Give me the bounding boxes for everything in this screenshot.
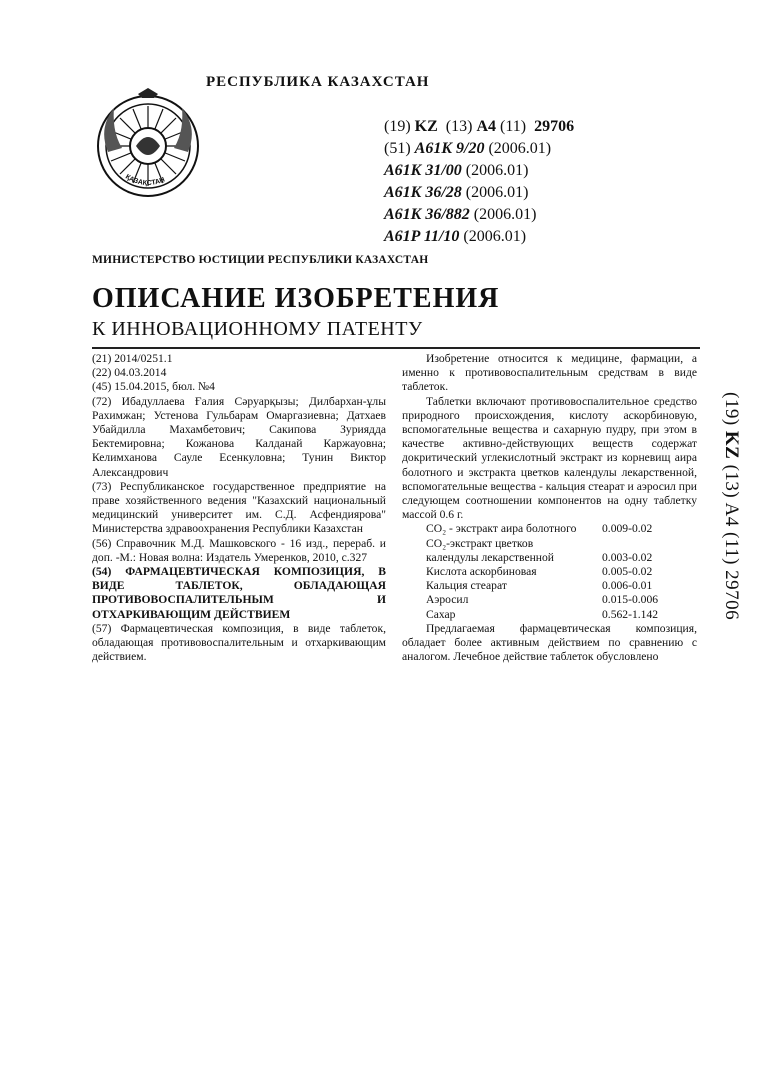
state-emblem-icon <box>92 88 204 200</box>
left-column <box>92 352 386 664</box>
code-line-ipc1: (51) A61K 9/20 (2006.01) <box>384 140 552 157</box>
document-subtitle: К ИННОВАЦИОННОМУ ПАТЕНТУ <box>92 318 423 340</box>
code-line-ipc3: A61K 36/28 (2006.01) <box>384 184 529 201</box>
svg-text:ҚАЗАҚСТАН: ҚАЗАҚСТАН <box>123 173 166 187</box>
code-line-ipc4: A61K 36/882 (2006.01) <box>384 206 537 223</box>
table-row: Сахар 0.562-1.142 <box>426 607 659 621</box>
field-54-invention-title: (54) ФАРМАЦЕВТИЧЕСКАЯ КОМПОЗИЦИЯ, В ВИДЕ ТАБЛЕТОК, ОБЛАДАЮЩАЯ ПРОТИВОВОСПАЛИТЕЛЬНЫМ И ОТХАРКИВАЮЩИМ ДЕЙСТВИЕМ <box>92 565 386 621</box>
table-row: CO₂-экстракт цветков <box>426 536 534 550</box>
field-45: (45) 15.04.2015, бюл. №4 <box>92 380 215 394</box>
patent-number: 29706 <box>534 118 575 135</box>
description-paragraph-3: Предлагаемая фармацевтическая композиция, обладает более активным действием по сравнению с аналогом. Лечебное действие таблеток обусловлено <box>402 621 697 664</box>
field-22: (22) 04.03.2014 <box>92 366 167 380</box>
field-57-abstract: (57) Фармацевтическая композиция, в виде таблеток, обладающая противовоспалительным и отхаркивающим действием. <box>92 621 386 664</box>
right-column <box>402 352 697 664</box>
table-row: Аэросил 0.015-0.006 <box>426 593 659 607</box>
description-paragraph-1: Изобретение относится к медицине, фармации, а именно к противовоспалительным средствам в виде таблеток. <box>402 352 697 394</box>
description-paragraph-2: Таблетки включают противовоспалительное средство природного происхождения, кислоту аскорбиновую, вспомогательные вещества и сахарную пудру, при этом в качестве активно-действующих веществ содержат докритический углекислотный экстракт из корневищ аира болотного и экстракта цветков календулы лекарственной, вспомогательные вещества - кальция стеарат и аэросил при следующем соотношении компонентов на одну таблетку массой 0.6 г. <box>402 394 697 522</box>
code-line-ipc5: A61P 11/10 (2006.01) <box>384 228 527 245</box>
field-56-references: (56) Справочник М.Д. Машковского - 16 изд., перераб. и доп. -М.: Новая волна: Издатель Умеренков, 2010, с.327 <box>92 536 386 564</box>
side-patent-code: (19) KZ (13) A4 (11) 29706 <box>721 392 742 621</box>
table-row: календулы лекарственной 0.003-0.02 <box>426 550 653 564</box>
table-row: CO₂ - экстракт аира болотного 0.009-0.02 <box>426 522 653 536</box>
republic-heading: РЕСПУБЛИКА КАЗАХСТАН <box>206 74 430 90</box>
table-row: Кальция стеарат 0.006-0.01 <box>426 579 653 593</box>
code-line-1: (19) KZ (13) A4 (11) 29706 <box>384 118 575 135</box>
document-title: ОПИСАНИЕ ИЗОБРЕТЕНИЯ <box>92 283 500 314</box>
field-21: (21) 2014/0251.1 <box>92 352 173 365</box>
header-divider <box>92 347 700 349</box>
code-line-ipc2: A61K 31/00 (2006.01) <box>384 162 529 179</box>
field-72-inventors: (72) Ибадуллаева Ғалия Сәруарқызы; Дилбархан-ұлы Рахимжан; Устенова Гульбарам Омаргазиевна; Датхаев Убайдилла Махамбетович; Сакипова Зуриядда Бектемировна; Кожанова Калданай Каржауовна; Келимханова Сауле Есенкуловна; Тунин Виктор Александрович <box>92 394 386 479</box>
ministry-heading: МИНИСТЕРСТВО ЮСТИЦИИ РЕСПУБЛИКИ КАЗАХСТАН <box>92 254 429 266</box>
field-73-owner: (73) Республиканское государственное предприятие на праве хозяйственного ведения "Казахский национальный медицинский университет им. С.Д. Асфендиярова" Министерства здравоохранения Республики Казахстан <box>92 479 386 536</box>
table-row: Кислота аскорбиновая 0.005-0.02 <box>426 565 653 579</box>
components-table <box>402 522 697 621</box>
patent-codes <box>384 116 574 248</box>
